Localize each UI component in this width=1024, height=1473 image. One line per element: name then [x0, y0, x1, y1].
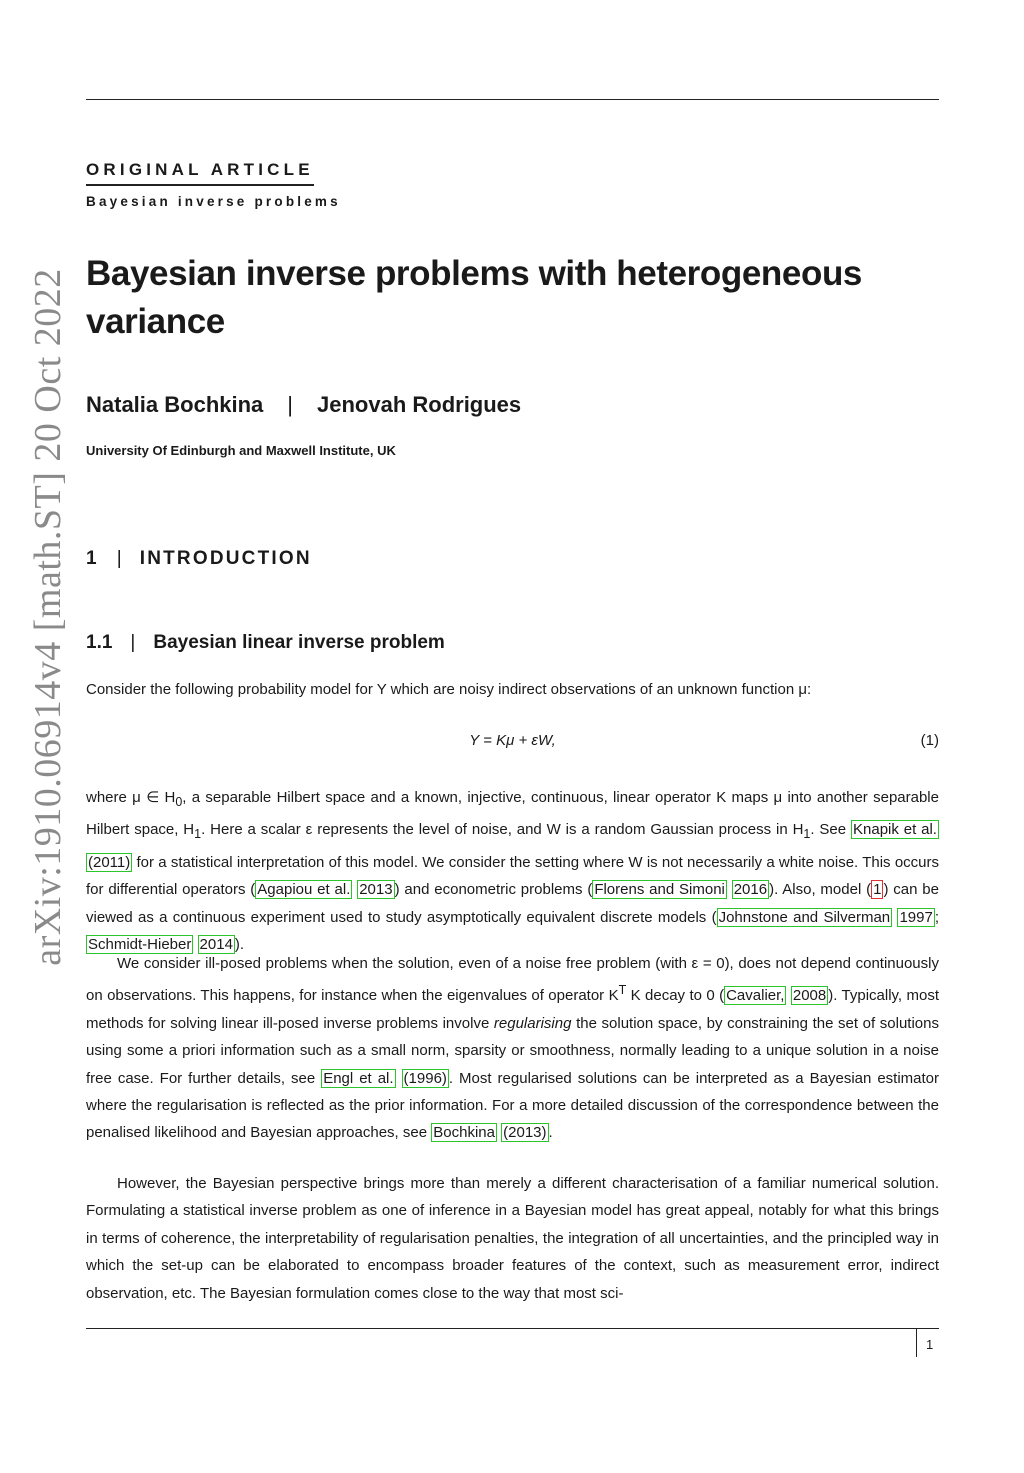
author-separator: |	[287, 392, 293, 417]
citation-year-link[interactable]: 2013	[359, 881, 393, 899]
citation-year-link[interactable]: 2008	[792, 987, 827, 1005]
equation-number: (1)	[920, 732, 939, 749]
citation-link[interactable]: Cavalier,	[726, 987, 785, 1005]
citation-link[interactable]: Agapiou et al.	[257, 881, 351, 899]
citation-link[interactable]: Schmidt-Hieber	[88, 936, 192, 954]
section-number: 1	[86, 548, 99, 569]
top-rule	[86, 99, 939, 100]
citation-link[interactable]: Knapik et al.	[853, 821, 937, 839]
text-run: . See	[810, 821, 851, 839]
paragraph-2	[86, 950, 939, 1147]
arxiv-identifier[interactable]: arXiv:1910.06914v4 [math.ST] 20 Oct 2022	[27, 268, 69, 966]
article-type-label: ORIGINAL ARTICLE	[86, 160, 314, 186]
text-run: ). Also, model (	[769, 881, 872, 899]
citation-link[interactable]: Engl et al.	[323, 1069, 394, 1087]
text-run: , a separable Hilbert space and a known, injective, continuous, linear operator K maps μ into another separable Hilbert space, H	[86, 789, 939, 839]
text-run: ) and econometric problems (	[394, 881, 593, 899]
citation-year-link[interactable]: 2014	[199, 936, 233, 954]
subscript: 1	[194, 827, 202, 842]
citation-link[interactable]: Johnstone and Silverman	[718, 908, 891, 926]
text-run: the solution space, by constraining the set of solutions using some a priori information such as a small norm, sparsity or smoothness, normally leading to a unique solution in a noise free case. For further details, see	[86, 1014, 939, 1087]
citation-link[interactable]: Bochkina	[433, 1124, 495, 1142]
subject-label: Bayesian inverse problems	[86, 194, 341, 209]
text-run: . Most regularised solutions can be interpreted as a Bayesian estimator where the regularisation is reflected as the prior information. For a more detailed discussion of the correspondence between the penalised likelihood and Bayesian approaches, see	[86, 1069, 940, 1142]
affiliation: University Of Edinburgh and Maxwell Institute, UK	[86, 443, 396, 458]
subsection-title: Bayesian linear inverse problem	[153, 632, 445, 653]
equation-reference-link[interactable]: 1	[873, 881, 882, 899]
footer-rule	[86, 1328, 939, 1329]
subsection-number: 1.1	[86, 632, 113, 653]
text-run: where μ ∈ H	[86, 789, 176, 806]
superscript: T	[618, 983, 627, 998]
text-run: .	[548, 1124, 553, 1142]
emphasis: regularising	[493, 1014, 572, 1032]
text-run: ;	[934, 908, 939, 926]
citation-year-link[interactable]: (1996)	[403, 1069, 447, 1087]
citation-year-link[interactable]: (2013)	[503, 1124, 547, 1142]
author-name: Jenovah Rodrigues	[317, 392, 522, 417]
section-title: INTRODUCTION	[139, 548, 312, 569]
subscript: 1	[803, 827, 811, 842]
citation-year-link[interactable]: 2016	[733, 881, 768, 899]
paper-title: Bayesian inverse problems with heterogeneous variance	[86, 254, 862, 341]
subsection-separator: |	[130, 632, 136, 653]
text-run: for a statistical interpretation of this model. We consider the setting where W is not necessarily a white noise. This occurs for differential operators (	[86, 853, 939, 899]
equation-body: Y = Kμ + εW,	[469, 732, 556, 749]
subscript: 0	[175, 795, 183, 809]
page-number: 1	[926, 1337, 934, 1352]
equation-1	[86, 732, 939, 756]
author-list	[86, 392, 521, 418]
section-separator: |	[116, 548, 122, 569]
page-number-divider	[916, 1329, 917, 1357]
text-run: K decay to 0 (	[630, 987, 725, 1005]
intro-sentence: Consider the following probability model for Y which are noisy indirect observations of an unknown function μ:	[86, 681, 812, 698]
author-name: Natalia Bochkina	[86, 392, 264, 417]
text-run: We consider ill-posed problems when the solution, even of a noise free problem (with ε = 0), does not depend continuously on observations. This happens, for instance when the eigenvalues of operator K	[86, 955, 939, 1005]
section-heading	[86, 548, 312, 570]
text-run: ). Typically, most methods for solving linear ill-posed inverse problems involve	[86, 987, 939, 1032]
text-run: ).	[234, 936, 245, 954]
text-run: . Here a scalar ε represents the level of noise, and W is a random Gaussian process in H	[201, 821, 804, 839]
citation-year-link[interactable]: 1997	[899, 908, 933, 926]
paragraph-1	[86, 784, 939, 958]
citation-link[interactable]: Florens and Simoni	[594, 881, 725, 899]
text-run: ) can be viewed as a continuous experiment used to study asymptotically equivalent discrete models (	[86, 881, 939, 926]
citation-year-link[interactable]: (2011)	[88, 853, 131, 871]
subsection-heading	[86, 632, 445, 654]
paragraph-3: However, the Bayesian perspective brings more than merely a different characterisation of a familiar numerical solution. Formulating a statistical inverse problem as one of inference in a Bayesian model has great appeal, notably for what this brings in terms of coherence, the interpretability of regularisation penalties, the integration of all uncertainties, and the principled way in which the set-up can be elaborated to encompass broader features of the context, such as measurement error, indirect observation, etc. The Bayesian formulation comes close to the way that most sci-	[86, 1175, 939, 1302]
